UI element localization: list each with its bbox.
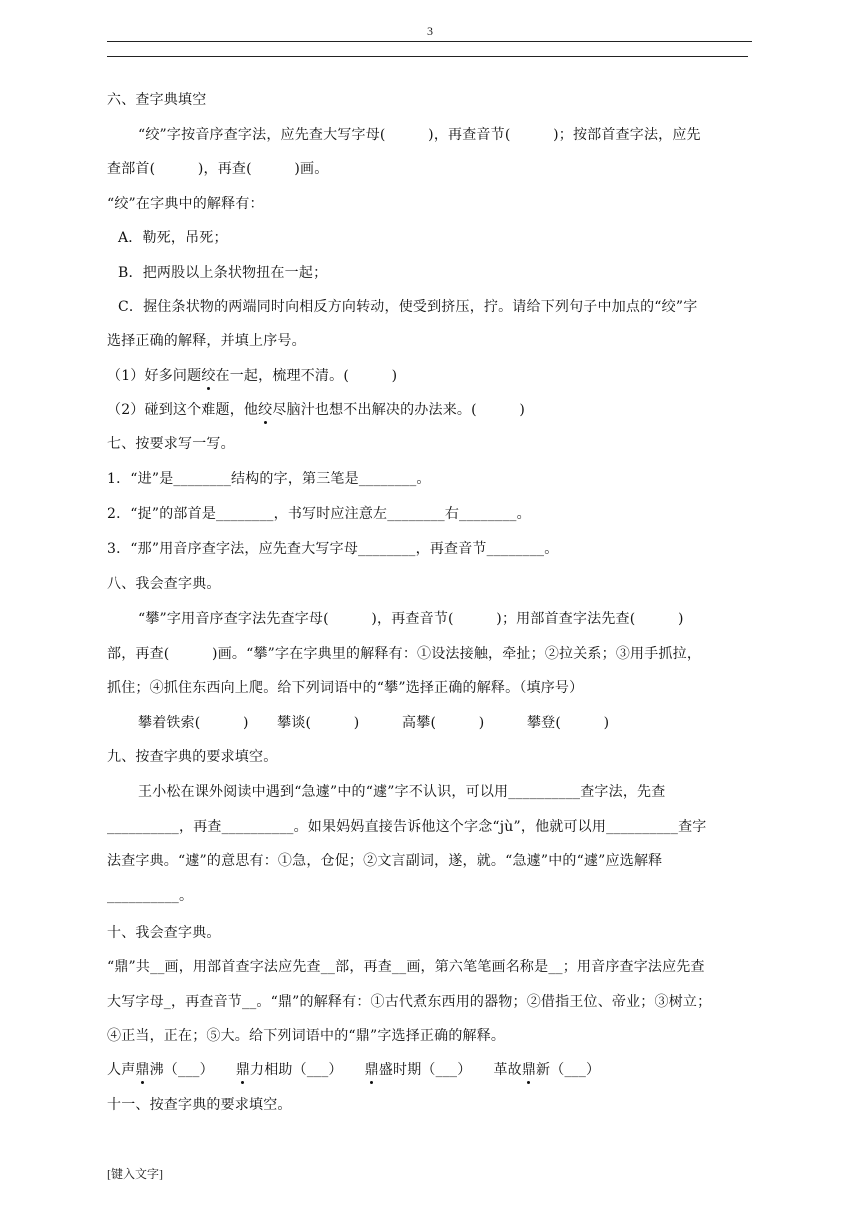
q10-line-2: 大写字母_，再查音节__。“鼎”的解释有：①古代煮东西用的器物；②借指王位、帝业；③树立；	[107, 994, 712, 1010]
q6-sentence-2	[107, 400, 757, 420]
q7-item-2: 2．“捉”的部首是________，书写时应注意左________右________。	[107, 506, 531, 522]
q9-line-1: 王小松在课外阅读中遇到“急遽”中的“遽”字不认识，可以用__________查字法，先查	[138, 784, 666, 800]
q6-option-b: B．把两股以上条状物扭在一起；	[118, 265, 328, 281]
q10-w3: 鼎盛时期（___）	[364, 1062, 472, 1078]
header-rule-top	[107, 41, 752, 42]
q11-title: 十一、按查字典的要求填空。	[107, 1097, 292, 1113]
q8-line-3: 抓住；④抓住东西向上爬。给下列词语中的“攀”选择正确的解释。（填序号）	[107, 680, 584, 696]
q6-s2-pre: （2）碰到这个难题，他	[107, 402, 259, 418]
q8-line-1: “攀”字用音序查字法先查字母( )，再查音节( )；用部首查字法先查( )	[138, 611, 684, 627]
q8-title: 八、我会查字典。	[107, 576, 221, 592]
q6-sentence-1	[107, 366, 757, 386]
q10-w1: 人声鼎沸（___）	[107, 1062, 214, 1078]
q6-s2-dotted-char: 绞	[258, 402, 273, 418]
q6-s2-post: 尽脑汁也想不出解决的办法来。( )	[272, 402, 526, 418]
q8-words: 攀着铁索( ) 攀谈( ) 高攀( ) 攀登( )	[138, 715, 610, 731]
q7-title: 七、按要求写一写。	[107, 436, 235, 452]
q10-line-1: “鼎”共__画，用部首查字法应先查__部，再查__画，第六笔笔画名称是__；用音序查字法应先查	[107, 959, 705, 975]
q8-line-2: 部，再查( )画。“攀”字在字典里的解释有：①设法接触，牵扯；②拉关系；③用手抓拉，	[107, 646, 702, 662]
q10-w4: 革故鼎新（___）	[493, 1062, 601, 1078]
q10-w2: 鼎力相助（___）	[235, 1062, 343, 1078]
q9-line-3: 法查字典。“遽”的意思有：①急，仓促；②文言副词，遂，就。“急遽”中的“遽”应选解释	[107, 853, 663, 869]
q6-option-a: A．勒死，吊死；	[118, 230, 228, 246]
q9-line-2: __________，再查__________。如果妈妈直接告诉他这个字念“jù”，他就可以用__________查字	[107, 819, 707, 835]
q6-line-2: 查部首( )，再查( )画。	[107, 161, 329, 177]
page-number: 3	[427, 24, 433, 38]
q7-item-1: 1．“进”是________结构的字，第三笔是________。	[107, 471, 431, 487]
q10-title: 十、我会查字典。	[107, 925, 221, 941]
footer-placeholder: [键入文字]	[107, 1167, 163, 1181]
q6-option-c: C．握住条状物的两端同时向相反方向转动，使受到挤压，拧。请给下列句子中加点的“绞”字	[118, 299, 698, 315]
q6-line-1: “绞”字按音序查字法，应先查大写字母( )，再查音节( )；按部首查字法，应先	[138, 127, 701, 143]
header-rule-bottom	[107, 56, 748, 57]
q10-words	[107, 1060, 757, 1080]
q10-line-3: ④正当，正在；⑤大。给下列词语中的“鼎”字选择正确的解释。	[107, 1028, 506, 1044]
q9-title: 九、按查字典的要求填空。	[107, 749, 278, 765]
q6-s1-dotted-char: 绞	[201, 368, 216, 384]
q6-line-4: 选择正确的解释，并填上序号。	[107, 333, 306, 349]
q9-line-4: __________。	[107, 888, 194, 904]
q6-s1-pre: （1）好多问题	[107, 368, 202, 384]
q6-line-3: “绞”在字典中的解释有：	[107, 196, 264, 212]
q7-item-3: 3．“那”用音序查字法，应先查大写字母________，再查音节________。	[107, 541, 559, 557]
q6-title: 六、查字典填空	[107, 92, 207, 108]
q6-s1-post: 在一起，梳理不清。( )	[215, 368, 398, 384]
